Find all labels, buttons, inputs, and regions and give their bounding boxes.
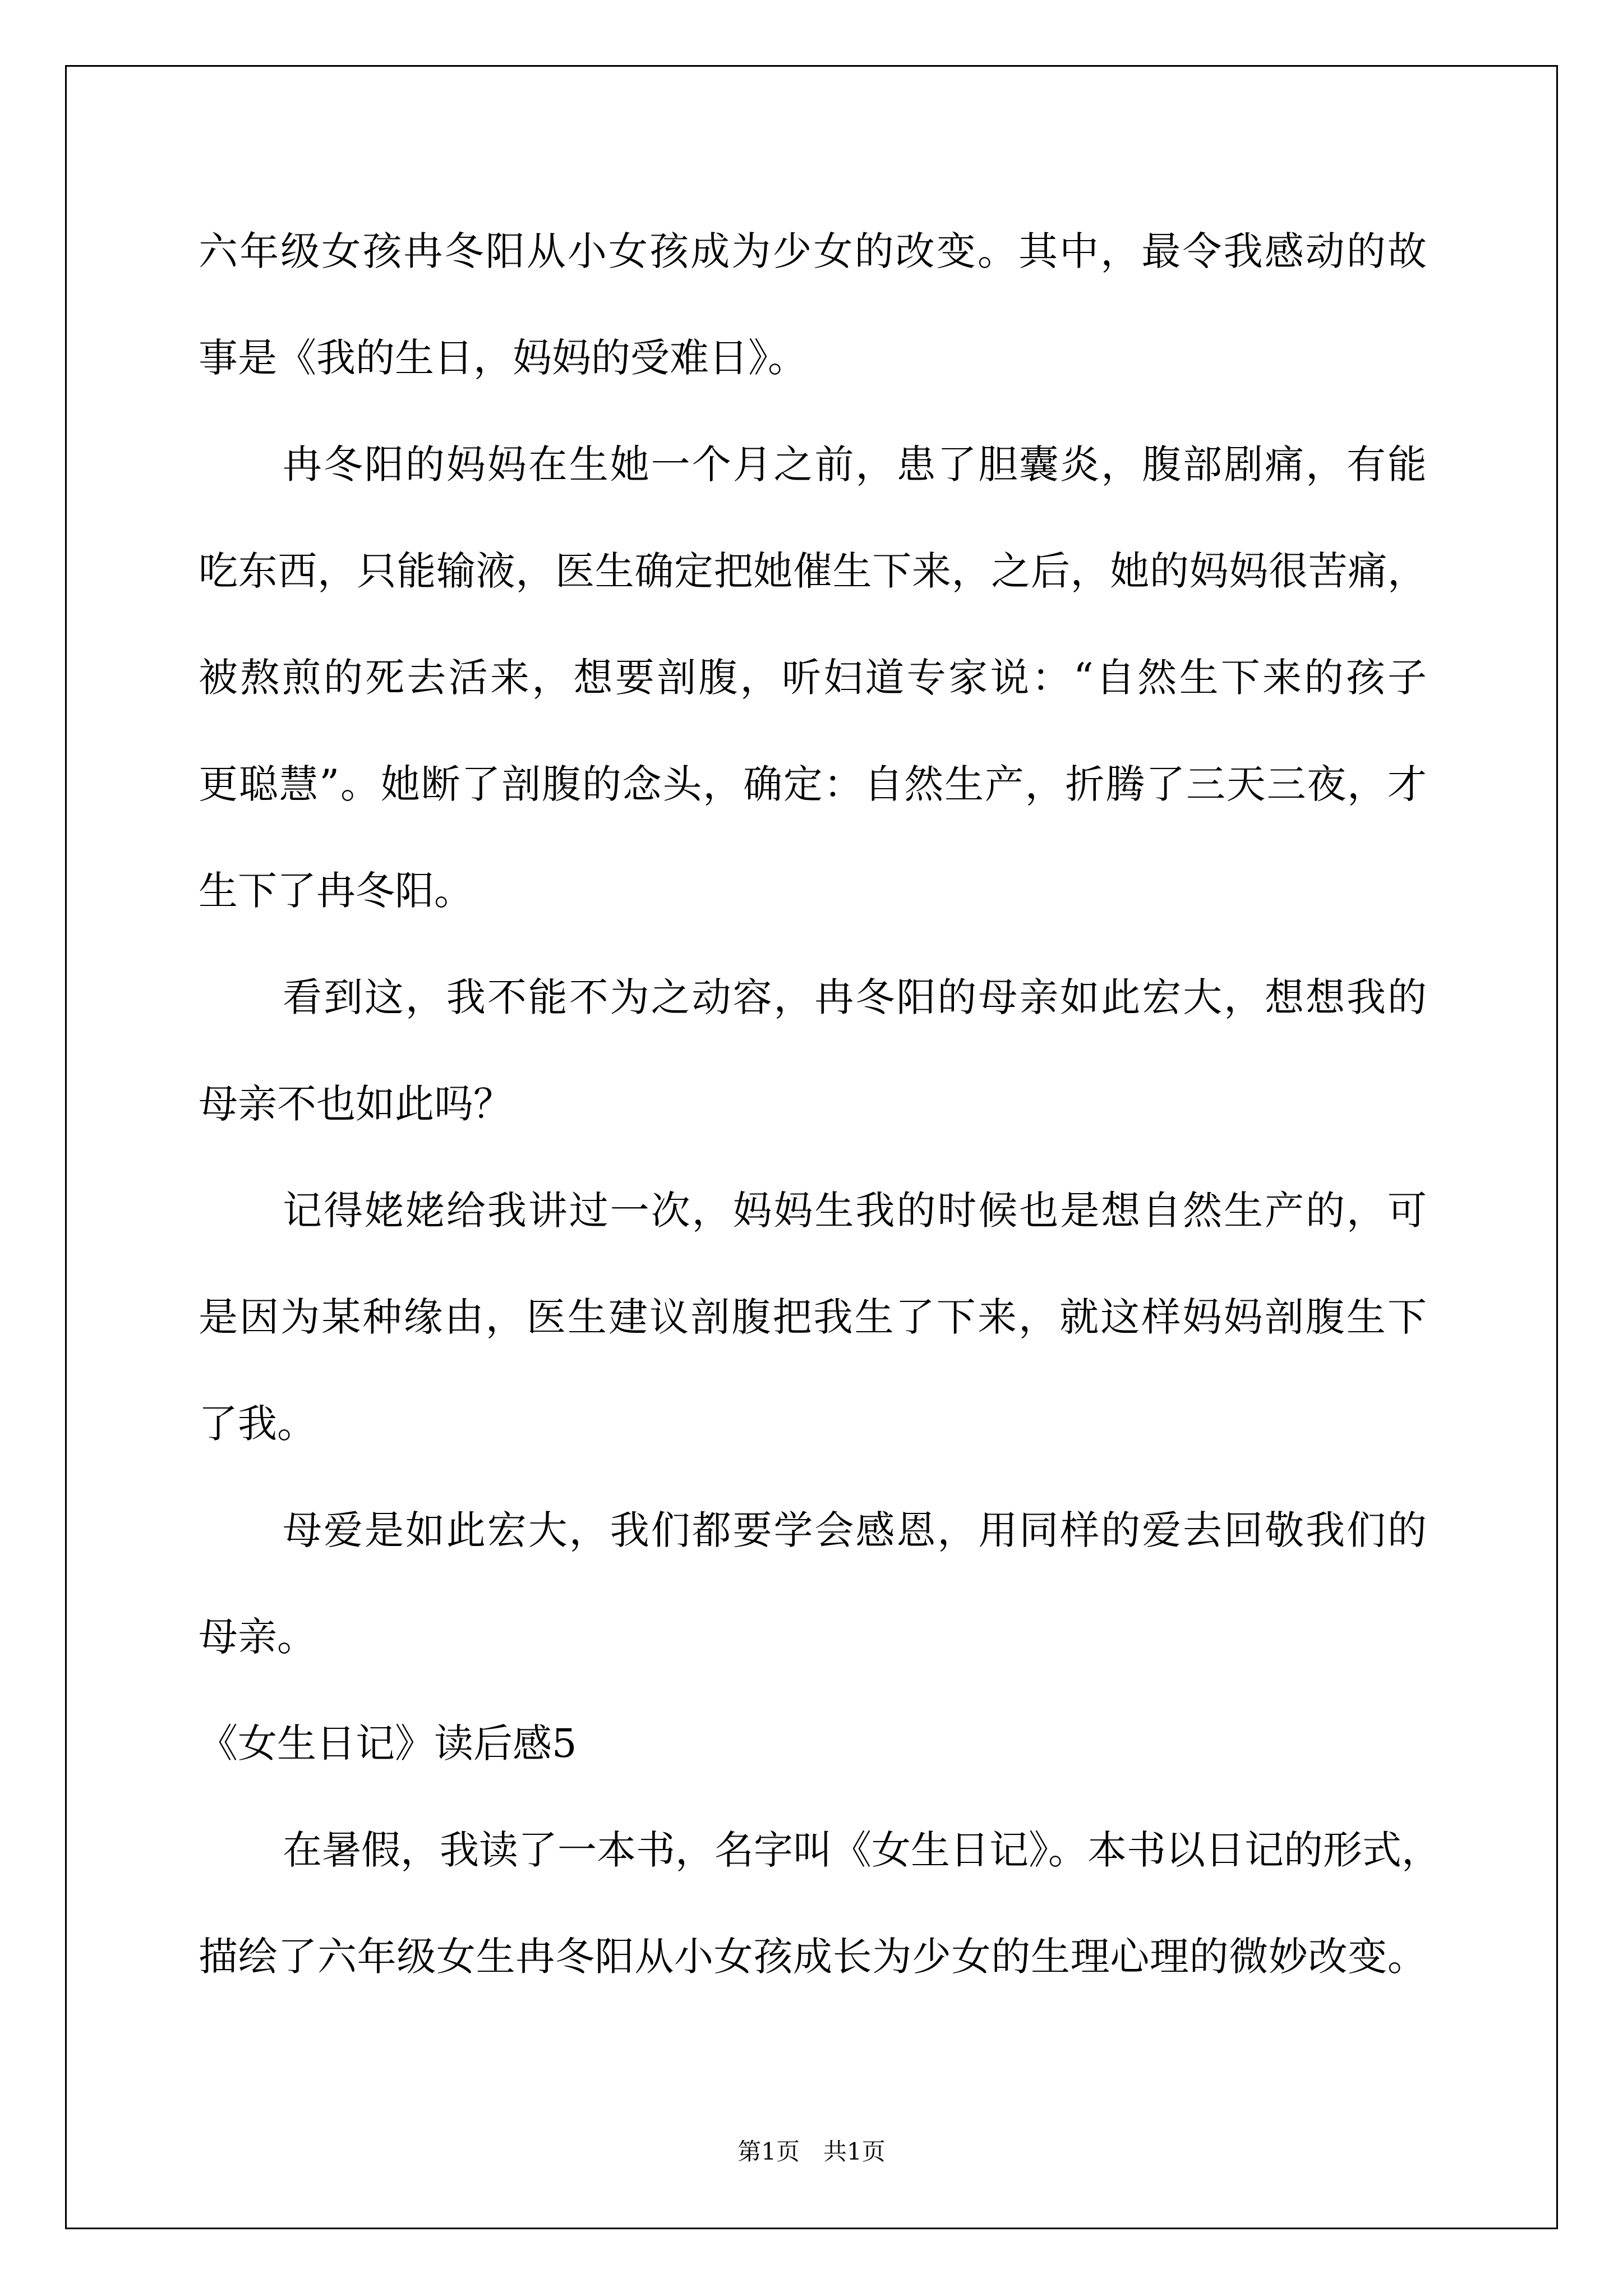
text-line: 生下了冉冬阳。 <box>199 868 473 914</box>
text-line: 是因为某种缘由，医生建议剖腹把我生了下来，就这样妈妈剖腹生下 <box>199 1294 1427 1340</box>
text-line: 母爱是如此宏大，我们都要学会感恩，用同样的爱去回敬我们的 <box>283 1507 1427 1553</box>
text-line: 了我。 <box>199 1401 316 1447</box>
text-line: 六年级女孩冉冬阳从小女孩成为少女的改变。其中，最令我感动的故 <box>199 228 1427 274</box>
text-line: 冉冬阳的妈妈在生她一个月之前，患了胆囊炎，腹部剧痛，有能 <box>283 441 1427 487</box>
text-line: 母亲不也如此吗？ <box>199 1081 513 1127</box>
text-line: 在暑假，我读了一本书，名字叫《女生日记》。本书以日记的形式， <box>283 1827 1441 1873</box>
text-line: 母亲。 <box>199 1614 316 1660</box>
page-number-footer: 第1页 共1页 <box>737 2138 886 2165</box>
section-heading: 《女生日记》读后感5 <box>199 1720 577 1766</box>
document-body <box>199 215 1441 2027</box>
text-line: 被熬煎的死去活来，想要剖腹，听妇道专家说：“自然生下来的孩子 <box>199 655 1427 701</box>
text-line: 记得姥姥给我讲过一次，妈妈生我的时候也是想自然生产的，可 <box>283 1188 1427 1234</box>
text-line: 更聪慧”。她断了剖腹的念头，确定：自然生产，折腾了三天三夜，才 <box>199 761 1427 807</box>
text-line: 吃东西，只能输液，医生确定把她催生下来，之后，她的妈妈很苦痛， <box>199 548 1427 594</box>
text-line: 描绘了六年级女生冉冬阳从小女孩成长为少女的生理心理的微妙改变。 <box>199 1934 1427 1980</box>
text-line: 看到这，我不能不为之动容，冉冬阳的母亲如此宏大，想想我的 <box>283 974 1427 1020</box>
text-line: 事是《我的生日，妈妈的受难日》。 <box>199 335 807 381</box>
